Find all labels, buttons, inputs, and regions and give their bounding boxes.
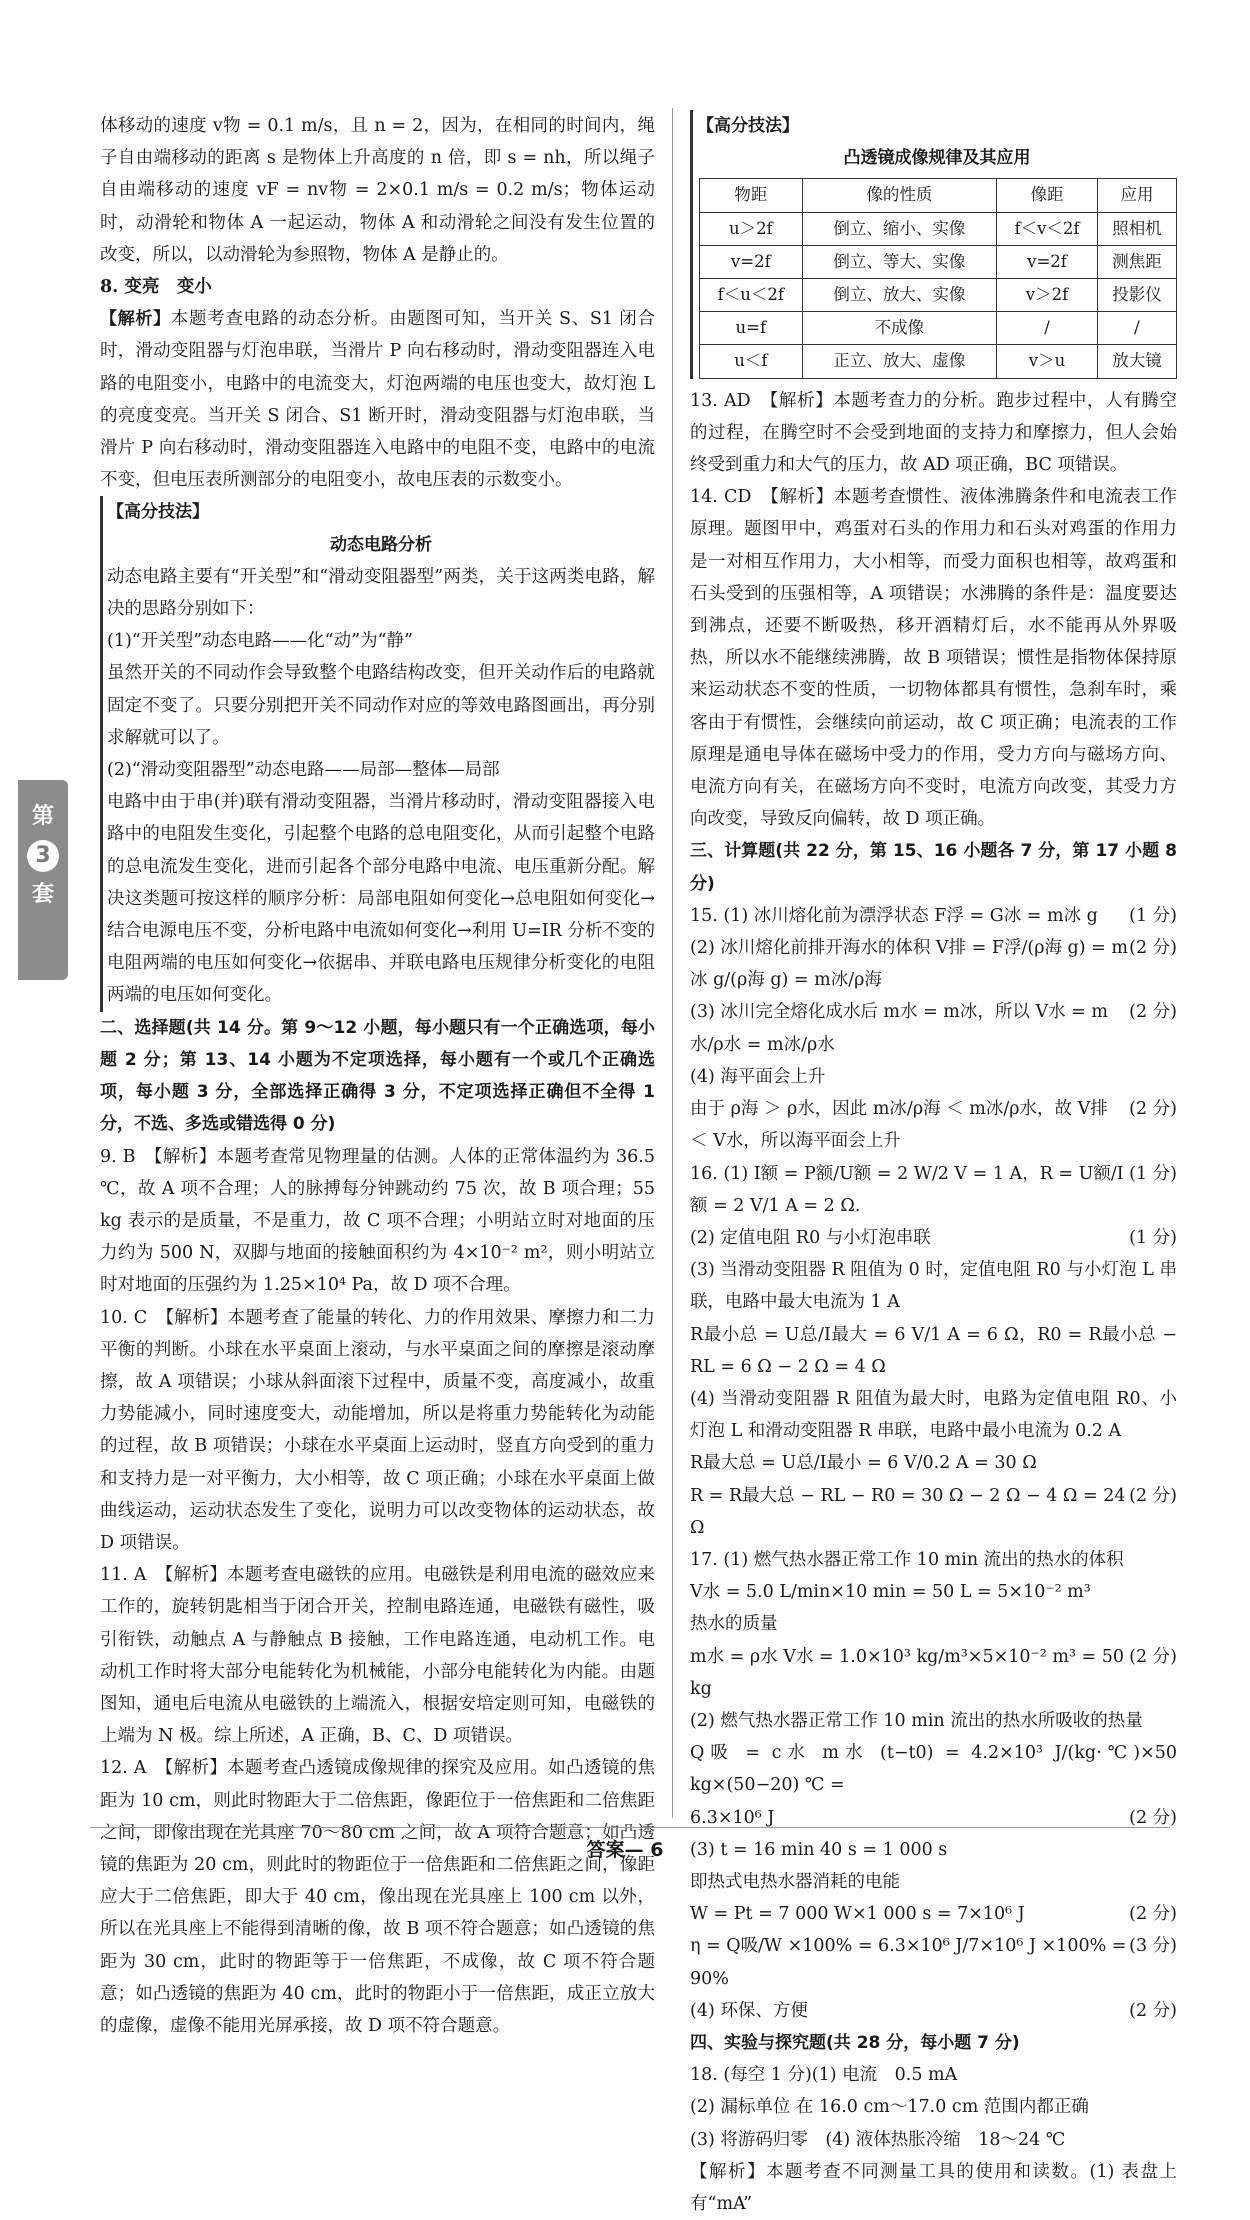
table-cell: 照相机 xyxy=(1097,212,1176,245)
table-cell: 投影仪 xyxy=(1097,279,1176,312)
calc-line xyxy=(690,996,1177,1060)
table-cell: u＜f xyxy=(700,345,803,378)
table-cell: / xyxy=(997,312,1098,345)
calc-line xyxy=(690,932,1177,996)
answer-13: 13. AD 【解析】本题考查力的分析。跑步过程中，人有腾空的过程，在腾空时不会受到地面的支持力和摩擦力，但人会始终受到重力和大气的压力，故 AD 项正确，BC 项错误。 xyxy=(690,390,1177,476)
tab-number: 3 xyxy=(27,840,59,872)
table-cell: 倒立、等大、实像 xyxy=(802,245,996,278)
score: (3 分) xyxy=(1129,1936,1177,1957)
calc-text: 15. (1) 冰川熔化前为漂浮状态 F浮 = G冰 = m冰 g xyxy=(690,905,1098,926)
calc-line xyxy=(690,1802,1177,1834)
calc-line xyxy=(690,1930,1177,1994)
table-cell: 放大镜 xyxy=(1097,345,1176,378)
table-header: 物距 xyxy=(700,179,803,212)
calc-line xyxy=(690,1641,1177,1705)
score: (1 分) xyxy=(1129,1227,1177,1248)
calc-line xyxy=(690,1995,1177,2027)
answer-7-continued: 体移动的速度 v物 = 0.1 m/s，且 n = 2，因为，在相同的时间内，绳子自由端移动的距离 s 是物体上升高度的 n 倍，即 s = nh，所以绳子自由端移动的速度 vF = nv物 = 2×0.1 m/s = 0.2 m/s；物体运动时，动滑轮和物体 A 一起运动，物体 A 和动滑轮之间没有发生位置的改变，所以，以动滑轮为参照物，物体 A 是静止的。 xyxy=(100,116,655,265)
answer-11: 11. A 【解析】本题考查电磁铁的应用。电磁铁是利用电流的磁效应来工作的，旋转钥匙相当于闭合开关，控制电路连通，电磁铁有磁性，吸引衔铁，动触点 A 与静触点 B 接触，工作电路连通，电动机工作。电动机工作时将大部分电能转化为机械能，小部分电能转化为内能。由题图知，通电后电流从电磁铁的上端流入，根据安培定则可知，电磁铁的上端为 N 极。综上所述，A 正确，B、C、D 项错误。 xyxy=(100,1565,655,1747)
calc-line: Q吸 = c水 m水 (t−t0) = 4.2×10³ J/(kg·℃)×50 kg×(50−20) ℃ = xyxy=(690,1743,1177,1796)
calc-line: (2) 燃气热水器正常工作 10 min 流出的热水所吸收的热量 xyxy=(690,1710,1143,1731)
tip-paragraph: 动态电路主要有“开关型”和“滑动变阻器型”两类，关于这两类电路，解决的思路分别如下： xyxy=(107,566,655,620)
table-row xyxy=(700,312,1177,345)
score: (2 分) xyxy=(1129,1646,1177,1667)
section-2-heading: 二、选择题(共 14 分。第 9～12 小题，每小题只有一个正确选项，每小题 2 分；第 13、14 小题为不定项选择，每小题有一个或几个正确选项，每小题 3 分，全部选择正确得 3 分，不定项选择正确但不全得 1 分，不选、多选或错选得 0 分) xyxy=(100,1017,655,1135)
table-header: 应用 xyxy=(1097,179,1176,212)
table-title: 凸透镜成像规律及其应用 xyxy=(843,148,1031,169)
table-row xyxy=(700,212,1177,245)
score: (2 分) xyxy=(1129,1002,1177,1023)
score: (2 分) xyxy=(1129,1807,1177,1828)
calc-text: (3) 冰川完全熔化成水后 m水 = m冰，所以 V水 = m水/ρ水 = m冰/ρ水 xyxy=(690,1002,1108,1055)
table-cell: f＜v＜2f xyxy=(997,212,1098,245)
table-header: 像距 xyxy=(997,179,1098,212)
calc-line xyxy=(690,1061,1177,1093)
score: (2 分) xyxy=(1129,1099,1177,1120)
calc-text: (4) 环保、方便 xyxy=(690,2000,808,2021)
tab-top: 第 xyxy=(31,804,54,829)
tip-paragraph: 电路中由于串(并)联有滑动变阻器，当滑片移动时，滑动变阻器接入电路中的电阻发生变化，引起整个电路的总电阻变化，从而引起整个电路的总电流发生变化，进而引起各个部分电路中电流、电压重新分配。解决这类题可按这样的顺序分析：局部电阻如何变化→总电阻如何变化→结合电源电压不变，分析电路中电流如何变化→利用 U=IR 分析不变的电阻两端的电压如何变化→依据串、并联电路电压规律分析变化的电阻两端的电压如何变化。 xyxy=(107,792,655,1006)
calc-text: W = Pt = 7 000 W×1 000 s = 7×10⁶ J xyxy=(690,1904,1025,1925)
tip-box xyxy=(100,496,655,1011)
table-cell: / xyxy=(1097,312,1176,345)
answer-10: 10. C 【解析】本题考查了能量的转化、力的作用效果、摩擦力和二力平衡的判断。小球在水平桌面上滚动，与水平桌面之间的摩擦是滚动摩擦，故 A 项错误；小球从斜面滚下过程中，质量不变，高度减小，故重力势能减小，同时速度变大，动能增加，所以是将重力势能转化为动能的过程，故 B 项错误；小球在水平桌面上运动时，竖直方向受到的重力和支持力是一对平衡力，大小相等，故 C 项正确；小球在水平桌面上做曲线运动，运动状态发生了变化，说明力可以改变物体的运动状态，故 D 项错误。 xyxy=(100,1307,655,1553)
right-column xyxy=(690,110,1177,2220)
table-cell: 正立、放大、虚像 xyxy=(802,345,996,378)
table-header: 像的性质 xyxy=(802,179,996,212)
table-cell: v＞u xyxy=(997,345,1098,378)
calc-text: (4) 海平面会上升 xyxy=(690,1066,826,1087)
page-footer: 答案— 6 xyxy=(586,1839,664,1861)
table-cell: 测焦距 xyxy=(1097,245,1176,278)
calc-line: V水 = 5.0 L/min×10 min = 50 L = 5×10⁻² m³ xyxy=(690,1582,1091,1603)
answer-9: 9. B 【解析】本题考查常见物理量的估测。人体的正常体温约为 36.5 ℃，故 A 项不合理；人的脉搏每分钟跳动约 75 次，故 B 项合理；55 kg 表示的是质量，不是重力，故 C 项不合理；小明站立时对地面的压力约为 500 N，双脚与地面的接触面积约为 4×10⁻² m²，则小明站立时对地面的压强约为 1.25×10⁴ Pa，故 D 项不合理。 xyxy=(100,1146,655,1296)
answer-8-analysis xyxy=(100,303,655,496)
score: (2 分) xyxy=(1129,1485,1177,1506)
calc-text: η = Q吸/W ×100% = 6.3×10⁶ J/7×10⁶ J ×100% = 90% xyxy=(690,1936,1127,1989)
table-row xyxy=(700,345,1177,378)
table-cell: v＞2f xyxy=(997,279,1098,312)
footer-rule xyxy=(90,1827,1170,1828)
calc-line xyxy=(690,1898,1177,1930)
answer-18: 18. (每空 1 分)(1) 电流 0.5 mA xyxy=(690,2065,958,2086)
score: (2 分) xyxy=(1129,1904,1177,1925)
calc-line xyxy=(690,1222,1177,1254)
section-3-heading: 三、计算题(共 22 分，第 15、16 小题各 7 分，第 17 小题 8 分) xyxy=(690,841,1177,894)
table-cell: 不成像 xyxy=(802,312,996,345)
calc-text: 由于 ρ海 ＞ ρ水，因此 m冰/ρ海 ＜ m冰/ρ水，故 V排 ＜ V水，所以海平面会上升 xyxy=(690,1099,1108,1152)
answer-14: 14. CD 【解析】本题考查惯性、液体沸腾条件和电流表工作原理。题图甲中，鸡蛋对石头的作用力和石头对鸡蛋的作用力是一对相互作用力，大小相等，而受力面积也相等，故鸡蛋和石头受到的压强相等，A 项错误；水沸腾的条件是：温度要达到沸点，还要不断吸热，移开酒精灯后，水不能再从外界吸热，所以水不能继续沸腾，故 B 项错误；惯性是指物体保持原来运动状态不变的性质，一切物体都具有惯性，急刹车时，乘客由于有惯性，会继续向前运动，故 C 项正确；电流表的工作原理是通电导体在磁场中受力的作用，受力方向与磁场方向、电流方向有关，在磁场方向不变时，电流方向改变，其受力方向改变，导致反向偏转，故 D 项正确。 xyxy=(690,487,1177,830)
score: (1 分) xyxy=(1129,905,1177,926)
calc-line: 热水的质量 xyxy=(690,1614,778,1635)
lens-tip-box xyxy=(690,110,1177,379)
calc-text: 6.3×10⁶ J xyxy=(690,1807,775,1828)
section-tab xyxy=(18,780,68,980)
answer-18: (3) 将游码归零 (4) 液体热胀冷缩 18～24 ℃ xyxy=(690,2129,1066,2150)
score: (2 分) xyxy=(1129,2000,1177,2021)
answer-18: (2) 漏标单位 在 16.0 cm～17.0 cm 范围内都正确 xyxy=(690,2097,1089,2118)
column-divider xyxy=(672,108,673,1818)
score: (1 分) xyxy=(1129,1163,1177,1184)
calc-line: R最大总 = U总/I最小 = 6 V/0.2 A = 30 Ω xyxy=(690,1453,1037,1474)
tip-tag: 【高分技法】 xyxy=(697,116,799,136)
calc-line: 17. (1) 燃气热水器正常工作 10 min 流出的热水的体积 xyxy=(690,1549,1124,1570)
analysis-text: 本题考查电路的动态分析。由题图可知，当开关 S、S1 闭合时，滑动变阻器与灯泡串联，当滑片 P 向右移动时，滑动变阻器连入电路的电阻变小，电路中的电流变大，灯泡两端的电压也变大，故灯泡 L 的亮度变亮。当开关 S 闭合、S1 断开时，滑动变阻器与灯泡串联，当滑片 P 向右移动时，滑动变阻器连入电路中的电阻不变，电路中的电流不变，但电压表所测部分的电阻变小，故电压表的示数变小。 xyxy=(100,309,655,491)
tab-bottom: 套 xyxy=(31,882,54,907)
table-header-row xyxy=(700,179,1177,212)
table-cell: v=2f xyxy=(700,245,803,278)
answer-8: 8. 变亮 变小 xyxy=(100,277,212,298)
tip-paragraph: (1)“开关型”动态电路——化“动”为“静” xyxy=(107,631,413,652)
calc-text: (2) 冰川熔化前排开海水的体积 V排 = F浮/(ρ海 g) = m冰 g/(ρ海 g) = m冰/ρ海 xyxy=(690,938,1128,991)
table-cell: u=f xyxy=(700,312,803,345)
table-cell: u＞2f xyxy=(700,212,803,245)
calc-text: R = R最大总 − RL − R0 = 30 Ω − 2 Ω − 4 Ω = 24 Ω xyxy=(690,1485,1126,1538)
table-row xyxy=(700,245,1177,278)
score: (2 分) xyxy=(1129,938,1177,959)
calc-line xyxy=(690,1093,1177,1157)
calc-line: (4) 当滑动变阻器 R 阻值为最大时，电路为定值电阻 R0、小灯泡 L 和滑动变阻器 R 串联，电路中最小电流为 0.2 A xyxy=(690,1388,1177,1442)
calc-line xyxy=(690,1158,1177,1222)
calc-line: (3) 当滑动变阻器 R 阻值为 0 时，定值电阻 R0 与小灯泡 L 串联，电路中最大电流为 1 A xyxy=(690,1260,1177,1313)
calc-line: 即热式电热水器消耗的电能 xyxy=(690,1871,900,1892)
section-4-heading: 四、实验与探究题(共 28 分，每小题 7 分) xyxy=(690,2032,1020,2053)
calc-line xyxy=(690,1480,1177,1544)
left-column xyxy=(100,110,655,2042)
calc-line: R最小总 = U总/I最大 = 6 V/1 A = 6 Ω，R0 = R最小总 − RL = 6 Ω − 2 Ω = 4 Ω xyxy=(690,1324,1177,1377)
tip-paragraph: 虽然开关的不同动作会导致整个电路结构改变，但开关动作后的电路就固定不变了。只要分别把开关不同动作对应的等效电路图画出，再分别求解就可以了。 xyxy=(107,663,655,748)
table-cell: v=2f xyxy=(997,245,1098,278)
tip-title: 动态电路分析 xyxy=(330,534,432,555)
analysis-tag: 【解析】 xyxy=(100,309,171,330)
table-cell: 倒立、缩小、实像 xyxy=(802,212,996,245)
calc-text: 16. (1) I额 = P额/U额 = 2 W/2 V = 1 A，R = U额/I额 = 2 V/1 A = 2 Ω. xyxy=(690,1163,1124,1216)
calc-line xyxy=(690,900,1177,932)
table-cell: f＜u＜2f xyxy=(700,279,803,312)
table-row xyxy=(700,279,1177,312)
tip-tag: 【高分技法】 xyxy=(107,502,209,523)
tip-paragraph: (2)“滑动变阻器型”动态电路——局部—整体—局部 xyxy=(107,760,500,781)
lens-table xyxy=(699,178,1177,378)
calc-text: (2) 定值电阻 R0 与小灯泡串联 xyxy=(690,1227,931,1248)
table-cell: 倒立、放大、实像 xyxy=(802,279,996,312)
calc-line: (3) t = 16 min 40 s = 1 000 s xyxy=(690,1839,948,1860)
calc-text: m水 = ρ水 V水 = 1.0×10³ kg/m³×5×10⁻² m³ = 50 kg xyxy=(690,1646,1125,1699)
answer-12: 12. A 【解析】本题考查凸透镜成像规律的探究及应用。如凸透镜的焦距为 10 cm，则此时物距大于二倍焦距，像距位于一倍焦距和二倍焦距之间，即像出现在光具座 70～80 cm 之间，故 A 项符合题意；如凸透镜的焦距为 20 cm，则此时的物距位于一倍焦距和二倍焦距之间，像距应大于二倍焦距，即大于 40 cm，像出现在光具座上 100 cm 以外，所以在光具座上不能得到清晰的像，故 B 项不符合题意；如凸透镜的焦距为 30 cm，此时的物距等于一倍焦距，不成像，故 C 项不符合题意；如凸透镜的焦距为 40 cm，此时的物距小于一倍焦距，成正立放大的虚像，虚像不能用光屏承接，故 D 项不符合题意。 xyxy=(100,1758,655,2036)
answer-18-analysis: 【解析】本题考查不同测量工具的使用和读数。(1) 表盘上有“mA” xyxy=(690,2161,1177,2214)
